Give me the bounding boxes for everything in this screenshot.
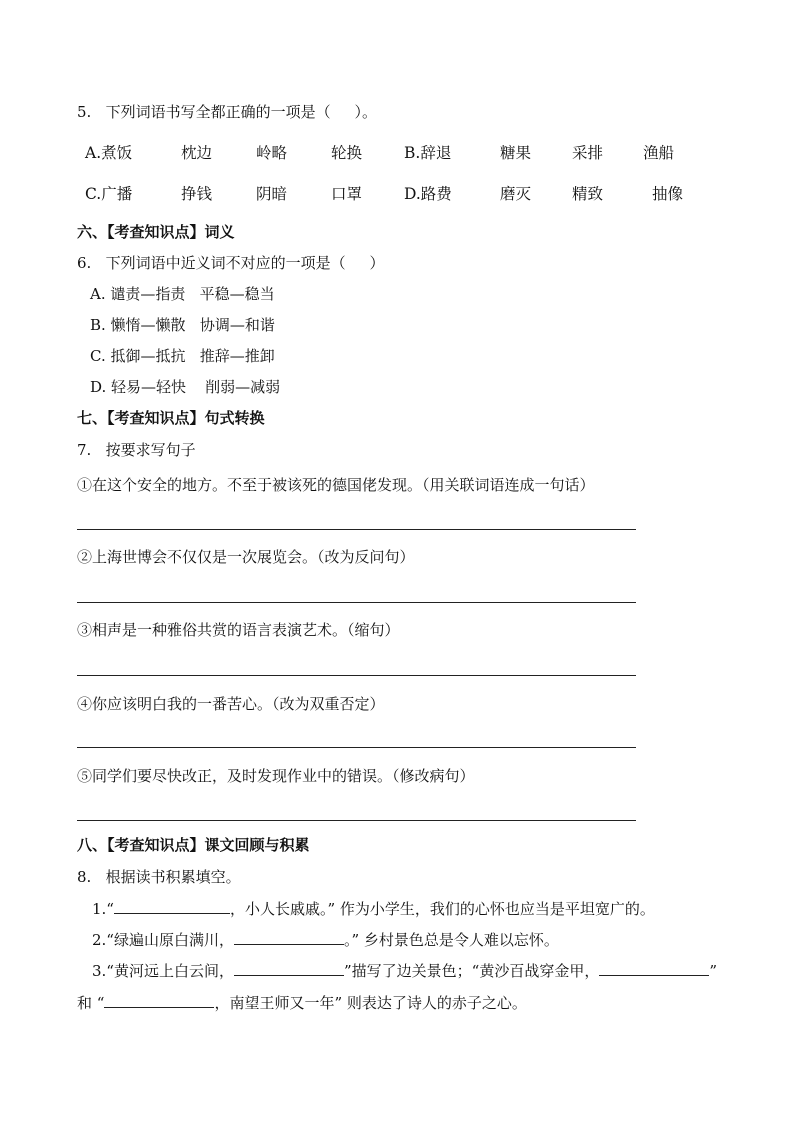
- section-6-heading: 六、【考查知识点】词义: [77, 223, 235, 241]
- section-7-heading: 七、【考查知识点】句式转换: [77, 409, 265, 427]
- fill-blank[interactable]: [599, 960, 709, 976]
- q5-word: 精致: [572, 185, 604, 203]
- q5-option-c: C.广播: [85, 185, 133, 203]
- q5-word: 糖果: [500, 144, 532, 162]
- q8-line-3-end: ”: [709, 962, 717, 980]
- q5-word: 轮换: [331, 144, 363, 162]
- answer-line: [77, 747, 636, 748]
- section-8-heading: 八、【考查知识点】课文回顾与积累: [77, 836, 310, 854]
- q7-item-1: ①在这个安全的地方。不至于被该死的德国佬发现。（用关联词语连成一句话）: [77, 476, 595, 494]
- q5-word: 抽像: [652, 185, 684, 203]
- q6-option-d: D. 轻易—轻快 削弱—减弱: [90, 378, 281, 396]
- fill-blank[interactable]: [234, 960, 344, 976]
- q6-option-c: C. 抵御—抵抗 推辞—推卸: [90, 347, 275, 365]
- q5-option-d: D.路费: [404, 185, 452, 203]
- fill-blank[interactable]: [104, 992, 214, 1008]
- q8-line-1: [92, 898, 655, 919]
- answer-line: [77, 529, 636, 530]
- q8-line-2-end: 。” 乡村景色总是令人难以忘怀。: [343, 931, 559, 949]
- q8-line-1-end: ，小人长戚戚。” 作为小学生，我们的心怀也应当是平坦宽广的。: [229, 900, 655, 918]
- q8-line-4-start: 和 “: [77, 994, 105, 1012]
- question-7-stem: 7. 按要求写句子: [77, 441, 196, 459]
- answer-line: [77, 820, 636, 821]
- fill-blank[interactable]: [114, 898, 230, 914]
- q8-line-4-end: ，南望王师又一年” 则表达了诗人的赤子之心。: [214, 994, 527, 1012]
- q8-line-3-start: 3.“黄河远上白云间，: [92, 962, 234, 980]
- q5-word: 采排: [572, 144, 604, 162]
- q5-word: 口罩: [331, 185, 363, 203]
- q8-line-3: [92, 960, 717, 981]
- q6-option-a: A. 谴责—指责 平稳—稳当: [90, 285, 275, 303]
- q5-option-a: A.煮饭: [85, 144, 133, 162]
- q7-item-2: ②上海世博会不仅仅是一次展览会。（改为反问句）: [77, 548, 415, 566]
- q5-word: 挣钱: [181, 185, 213, 203]
- q8-line-2: [92, 929, 559, 950]
- q7-item-4: ④你应该明白我的一番苦心。（改为双重否定）: [77, 695, 385, 713]
- q8-line-4: [77, 992, 527, 1013]
- q5-word: 磨灭: [500, 185, 532, 203]
- q7-item-5: ⑤同学们要尽快改正，及时发现作业中的错误。（修改病句）: [77, 767, 475, 785]
- fill-blank[interactable]: [234, 929, 344, 945]
- q8-line-1-start: 1.“: [92, 900, 114, 918]
- question-6-stem: 6. 下列词语中近义词不对应的一项是（ ）: [77, 254, 385, 272]
- q5-word: 渔船: [643, 144, 675, 162]
- q8-line-3-mid: ”描写了边关景色；“黄沙百战穿金甲，: [343, 962, 600, 980]
- q5-word: 岭略: [256, 144, 288, 162]
- answer-line: [77, 675, 636, 676]
- q5-word: 阴暗: [256, 185, 288, 203]
- q6-option-b: B. 懒惰—懒散 协调—和谐: [90, 316, 275, 334]
- question-5-stem: 5. 下列词语书写全都正确的一项是（ ）。: [77, 103, 377, 121]
- q5-option-b: B.辞退: [404, 144, 452, 162]
- question-8-stem: 8. 根据读书积累填空。: [77, 868, 241, 886]
- q8-line-2-start: 2.“绿遍山原白满川，: [92, 931, 234, 949]
- q5-word: 枕边: [181, 144, 213, 162]
- q7-item-3: ③相声是一种雅俗共赏的语言表演艺术。（缩句）: [77, 621, 400, 639]
- answer-line: [77, 602, 636, 603]
